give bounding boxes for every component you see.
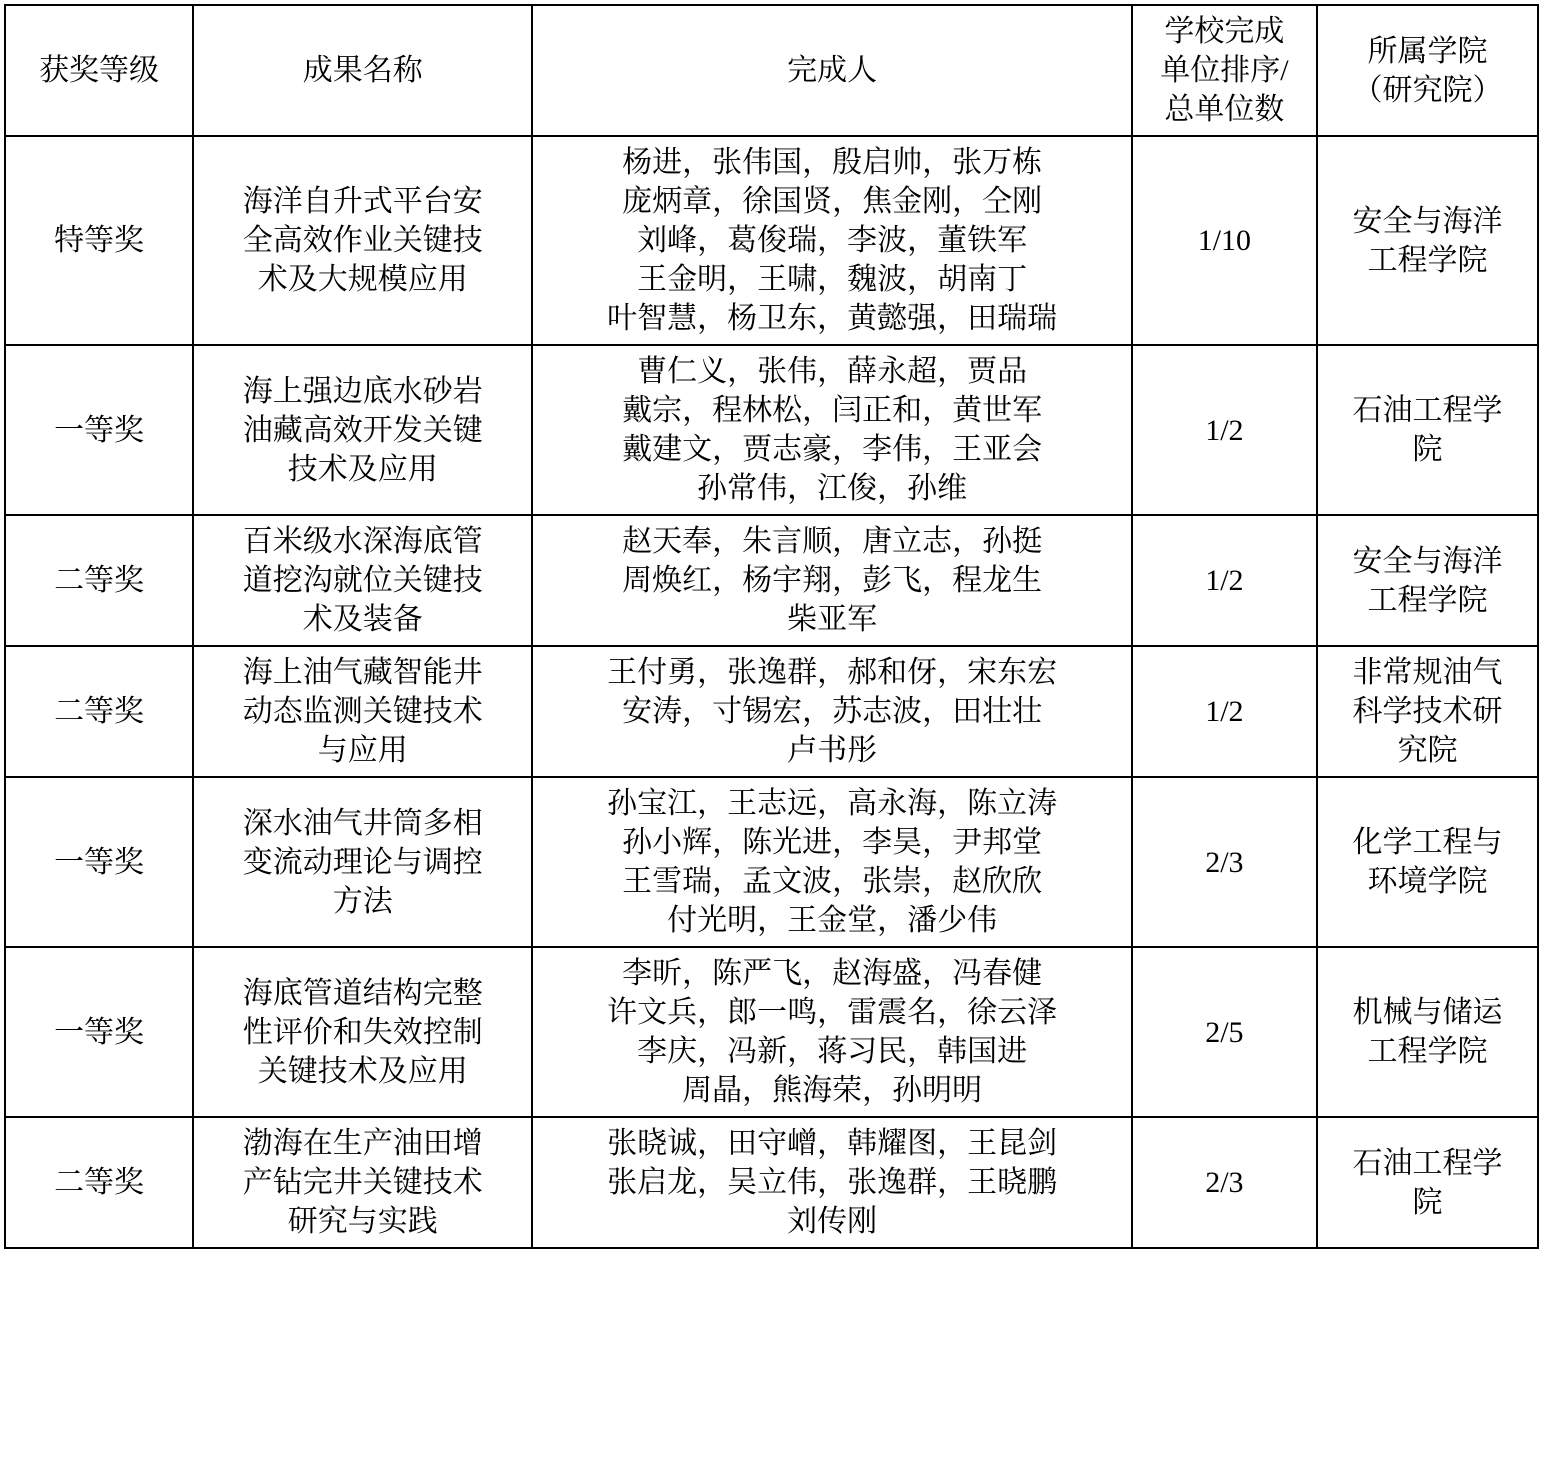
cell-level: 二等奖 bbox=[5, 1117, 193, 1248]
people-line: 刘传刚 bbox=[787, 1205, 878, 1238]
college-line: 工程学院 bbox=[1367, 243, 1488, 277]
title-line: 海上油气藏智能井 bbox=[242, 656, 483, 689]
award-results-table bbox=[4, 4, 1539, 1249]
college-line: 安全与海洋 bbox=[1352, 544, 1503, 578]
cell-title bbox=[193, 345, 532, 515]
people-line: 李庆，冯新，蒋习民，韩国进 bbox=[637, 1035, 1028, 1068]
cell-college bbox=[1317, 1117, 1538, 1248]
column-header-college bbox=[1317, 5, 1538, 136]
college-line: 工程学院 bbox=[1367, 1035, 1488, 1068]
table-row bbox=[5, 777, 1538, 947]
table-row bbox=[5, 515, 1538, 646]
column-header-college-line2: （研究院） bbox=[1352, 73, 1503, 107]
college-line: 非常规油气 bbox=[1352, 656, 1503, 689]
column-header-level: 获奖等级 bbox=[5, 5, 193, 136]
cell-title bbox=[193, 1117, 532, 1248]
people-line: 王付勇，张逸群，郝和伢，宋东宏 bbox=[607, 656, 1058, 689]
table-header bbox=[5, 5, 1538, 136]
header-row bbox=[5, 5, 1538, 136]
college-line: 石油工程学 bbox=[1352, 1146, 1503, 1180]
title-line: 术及装备 bbox=[302, 603, 423, 636]
people-line: 孙宝江，王志远，高永海，陈立涛 bbox=[607, 787, 1058, 820]
cell-title bbox=[193, 947, 532, 1117]
cell-title bbox=[193, 136, 532, 345]
table-row bbox=[5, 1117, 1538, 1248]
cell-title bbox=[193, 646, 532, 777]
people-line: 付光明，王金堂，潘少伟 bbox=[667, 904, 998, 937]
column-header-rank-line2: 单位排序/ bbox=[1160, 54, 1289, 87]
column-header-rank-line3: 总单位数 bbox=[1164, 93, 1285, 126]
title-line: 深水油气井筒多相 bbox=[242, 806, 483, 840]
cell-college bbox=[1317, 947, 1538, 1117]
people-line: 刘峰，葛俊瑞，李波，董铁军 bbox=[637, 224, 1028, 257]
people-line: 戴建文，贾志豪，李伟，王亚会 bbox=[622, 433, 1043, 466]
title-line: 海底管道结构完整 bbox=[242, 976, 483, 1010]
title-line: 全高效作业关键技 bbox=[242, 224, 483, 257]
people-line: 庞炳章，徐国贤，焦金刚，仝刚 bbox=[622, 185, 1043, 218]
people-line: 王金明，王啸，魏波，胡南丁 bbox=[637, 263, 1028, 296]
title-line: 方法 bbox=[332, 884, 393, 918]
table-row bbox=[5, 136, 1538, 345]
column-header-college-line1: 所属学院 bbox=[1367, 34, 1488, 68]
title-line: 技术及应用 bbox=[287, 452, 438, 486]
cell-people bbox=[532, 515, 1131, 646]
cell-rank: 2/5 bbox=[1132, 947, 1317, 1117]
cell-title bbox=[193, 777, 532, 947]
title-line: 油藏高效开发关键 bbox=[242, 413, 483, 447]
people-line: 安涛，寸锡宏，苏志波，田壮壮 bbox=[622, 695, 1043, 728]
cell-people bbox=[532, 136, 1131, 345]
cell-rank: 1/2 bbox=[1132, 345, 1317, 515]
title-line: 百米级水深海底管 bbox=[242, 525, 483, 558]
college-line: 环境学院 bbox=[1367, 865, 1488, 898]
college-line: 科学技术研 bbox=[1352, 695, 1503, 728]
cell-title bbox=[193, 515, 532, 646]
cell-level: 二等奖 bbox=[5, 515, 193, 646]
title-line: 研究与实践 bbox=[287, 1205, 438, 1238]
college-line: 石油工程学 bbox=[1352, 394, 1503, 427]
people-line: 张晓诚，田守嶒，韩耀图，王昆剑 bbox=[607, 1127, 1058, 1160]
people-line: 叶智慧，杨卫东，黄懿强，田瑞瑞 bbox=[607, 302, 1058, 335]
title-line: 与应用 bbox=[317, 734, 408, 767]
cell-rank: 1/2 bbox=[1132, 515, 1317, 646]
cell-level: 一等奖 bbox=[5, 345, 193, 515]
college-line: 工程学院 bbox=[1367, 583, 1488, 617]
cell-people bbox=[532, 646, 1131, 777]
table-row bbox=[5, 646, 1538, 777]
college-line: 机械与储运 bbox=[1352, 996, 1503, 1029]
column-header-title: 成果名称 bbox=[193, 5, 532, 136]
column-header-people: 完成人 bbox=[532, 5, 1131, 136]
people-line: 张启龙，吴立伟，张逸群，王晓鹏 bbox=[607, 1166, 1058, 1199]
cell-level: 特等奖 bbox=[5, 136, 193, 345]
college-line: 安全与海洋 bbox=[1352, 204, 1503, 238]
title-line: 产钻完井关键技术 bbox=[242, 1166, 483, 1199]
title-line: 关键技术及应用 bbox=[257, 1054, 468, 1088]
people-line: 李昕，陈严飞，赵海盛，冯春健 bbox=[622, 957, 1043, 990]
title-line: 动态监测关键技术 bbox=[242, 695, 483, 728]
people-line: 杨进，张伟国，殷启帅，张万栋 bbox=[622, 146, 1043, 179]
people-line: 卢书彤 bbox=[787, 734, 878, 767]
cell-rank: 1/2 bbox=[1132, 646, 1317, 777]
cell-college bbox=[1317, 515, 1538, 646]
cell-level: 一等奖 bbox=[5, 777, 193, 947]
title-line: 海洋自升式平台安 bbox=[242, 185, 483, 218]
cell-rank: 2/3 bbox=[1132, 1117, 1317, 1248]
title-line: 道挖沟就位关键技 bbox=[242, 564, 483, 597]
people-line: 戴宗，程林松，闫正和，黄世军 bbox=[622, 394, 1043, 427]
people-line: 孙常伟，江俊，孙维 bbox=[697, 472, 968, 505]
people-line: 曹仁义，张伟，薛永超，贾品 bbox=[637, 355, 1028, 388]
cell-level: 二等奖 bbox=[5, 646, 193, 777]
table-row bbox=[5, 947, 1538, 1117]
people-line: 王雪瑞，孟文波，张崇，赵欣欣 bbox=[622, 865, 1043, 898]
people-line: 许文兵，郎一鸣，雷震名，徐云泽 bbox=[607, 996, 1058, 1029]
people-line: 柴亚军 bbox=[787, 603, 878, 636]
people-line: 赵天奉，朱言顺，唐立志，孙挺 bbox=[622, 525, 1043, 558]
cell-people bbox=[532, 1117, 1131, 1248]
cell-college bbox=[1317, 777, 1538, 947]
cell-rank: 1/10 bbox=[1132, 136, 1317, 345]
title-line: 术及大规模应用 bbox=[257, 263, 468, 296]
title-line: 变流动理论与调控 bbox=[242, 845, 483, 879]
college-line: 化学工程与 bbox=[1352, 826, 1503, 859]
cell-college bbox=[1317, 345, 1538, 515]
table-row bbox=[5, 345, 1538, 515]
cell-people bbox=[532, 777, 1131, 947]
cell-people bbox=[532, 345, 1131, 515]
people-line: 周晶，熊海荣，孙明明 bbox=[682, 1074, 983, 1107]
cell-rank: 2/3 bbox=[1132, 777, 1317, 947]
column-header-rank-line1: 学校完成 bbox=[1164, 15, 1285, 48]
column-header-rank bbox=[1132, 5, 1317, 136]
title-line: 渤海在生产油田增 bbox=[242, 1127, 483, 1160]
title-line: 性评价和失效控制 bbox=[242, 1015, 483, 1049]
cell-level: 一等奖 bbox=[5, 947, 193, 1117]
title-line: 海上强边底水砂岩 bbox=[242, 374, 483, 408]
people-line: 孙小辉，陈光进，李昊，尹邦堂 bbox=[622, 826, 1043, 859]
cell-people bbox=[532, 947, 1131, 1117]
people-line: 周焕红，杨宇翔，彭飞，程龙生 bbox=[622, 564, 1043, 597]
table-body bbox=[5, 136, 1538, 1248]
college-line: 究院 bbox=[1397, 734, 1458, 767]
college-line: 院 bbox=[1412, 1185, 1443, 1219]
cell-college bbox=[1317, 136, 1538, 345]
college-line: 院 bbox=[1412, 433, 1443, 466]
cell-college bbox=[1317, 646, 1538, 777]
